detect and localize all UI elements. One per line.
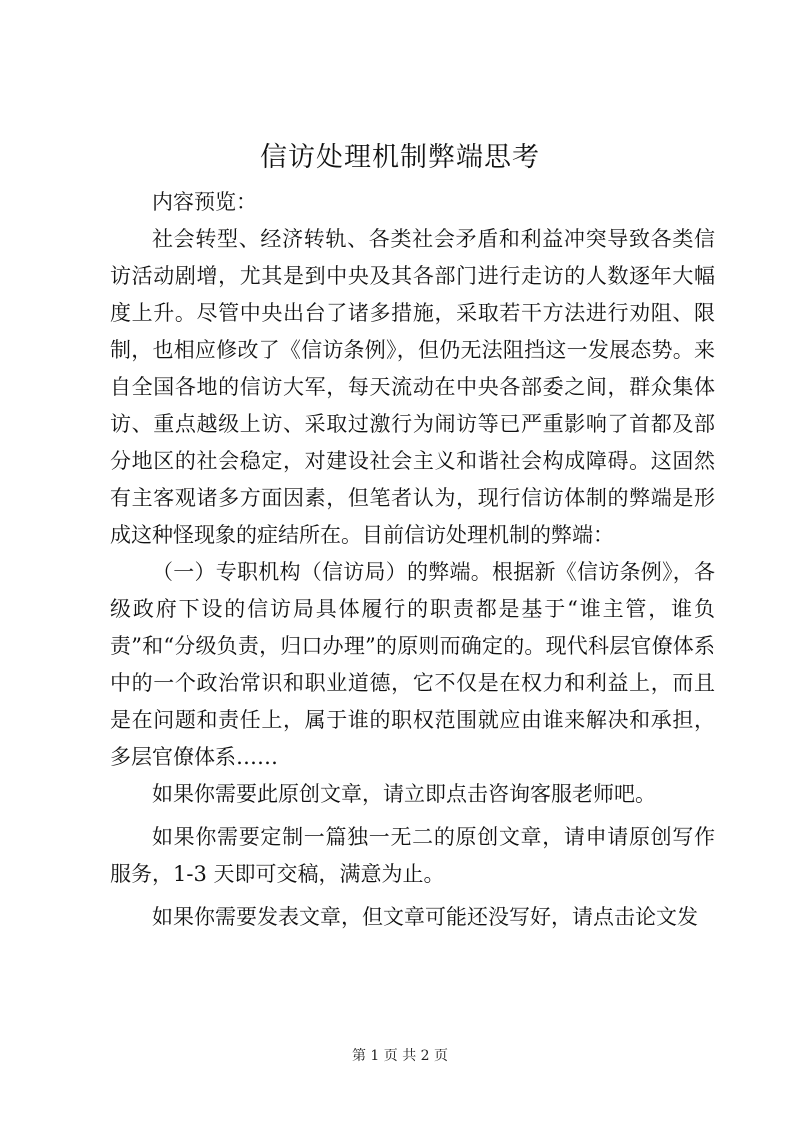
body-paragraph-2: （一）专职机构（信访局）的弊端。根据新《信访条例》，各级政府下设的信访局具体履行的职责都是基于“谁主管，谁负责”和“分级负责，归口办理”的原则而确定的。现代科层官僚体系中的一个政治常识和职业道德，它不仅是在权力和利益上，而且是在问题和责任上，属于谁的职权范围就应由谁来解决和承担，多层官僚体系…… (110, 560, 715, 769)
notice-paragraph-3: 如果你需要发表文章，但文章可能还没写好，请点击论文发 (152, 905, 698, 929)
document-body (110, 184, 715, 936)
body-paragraph-1: 社会转型、经济转轨、各类社会矛盾和利益冲突导致各类信访活动剧增，尤其是到中央及其各部门进行走访的人数逐年大幅度上升。尽管中央出台了诸多措施，采取若干方法进行劝阻、限制，也相应修改了《信访条例》，但仍无法阻挡这一发展态势。来自全国各地的信访大军，每天流动在中央各部委之间，群众集体访、重点越级上访、采取过激行为闹访等已严重影响了首都及部分地区的社会稳定，对建设社会主义和谐社会构成障碍。这固然有主客观诸多方面因素，但笔者认为，现行信访体制的弊端是形成这种怪现象的症结所在。目前信访处理机制的弊端： (110, 227, 715, 547)
preview-label: 内容预览： (152, 190, 257, 214)
page-footer: 第 1 页 共 2 页 (351, 1048, 449, 1064)
notice-paragraph-2: 如果你需要定制一篇独一无二的原创文章，请申请原创写作服务，1-3 天即可交稿，满意为止。 (110, 825, 715, 886)
document-title: 信访处理机制弊端思考 (260, 142, 540, 173)
notice-paragraph-1: 如果你需要此原创文章，请立即点击咨询客服老师吧。 (152, 782, 656, 806)
